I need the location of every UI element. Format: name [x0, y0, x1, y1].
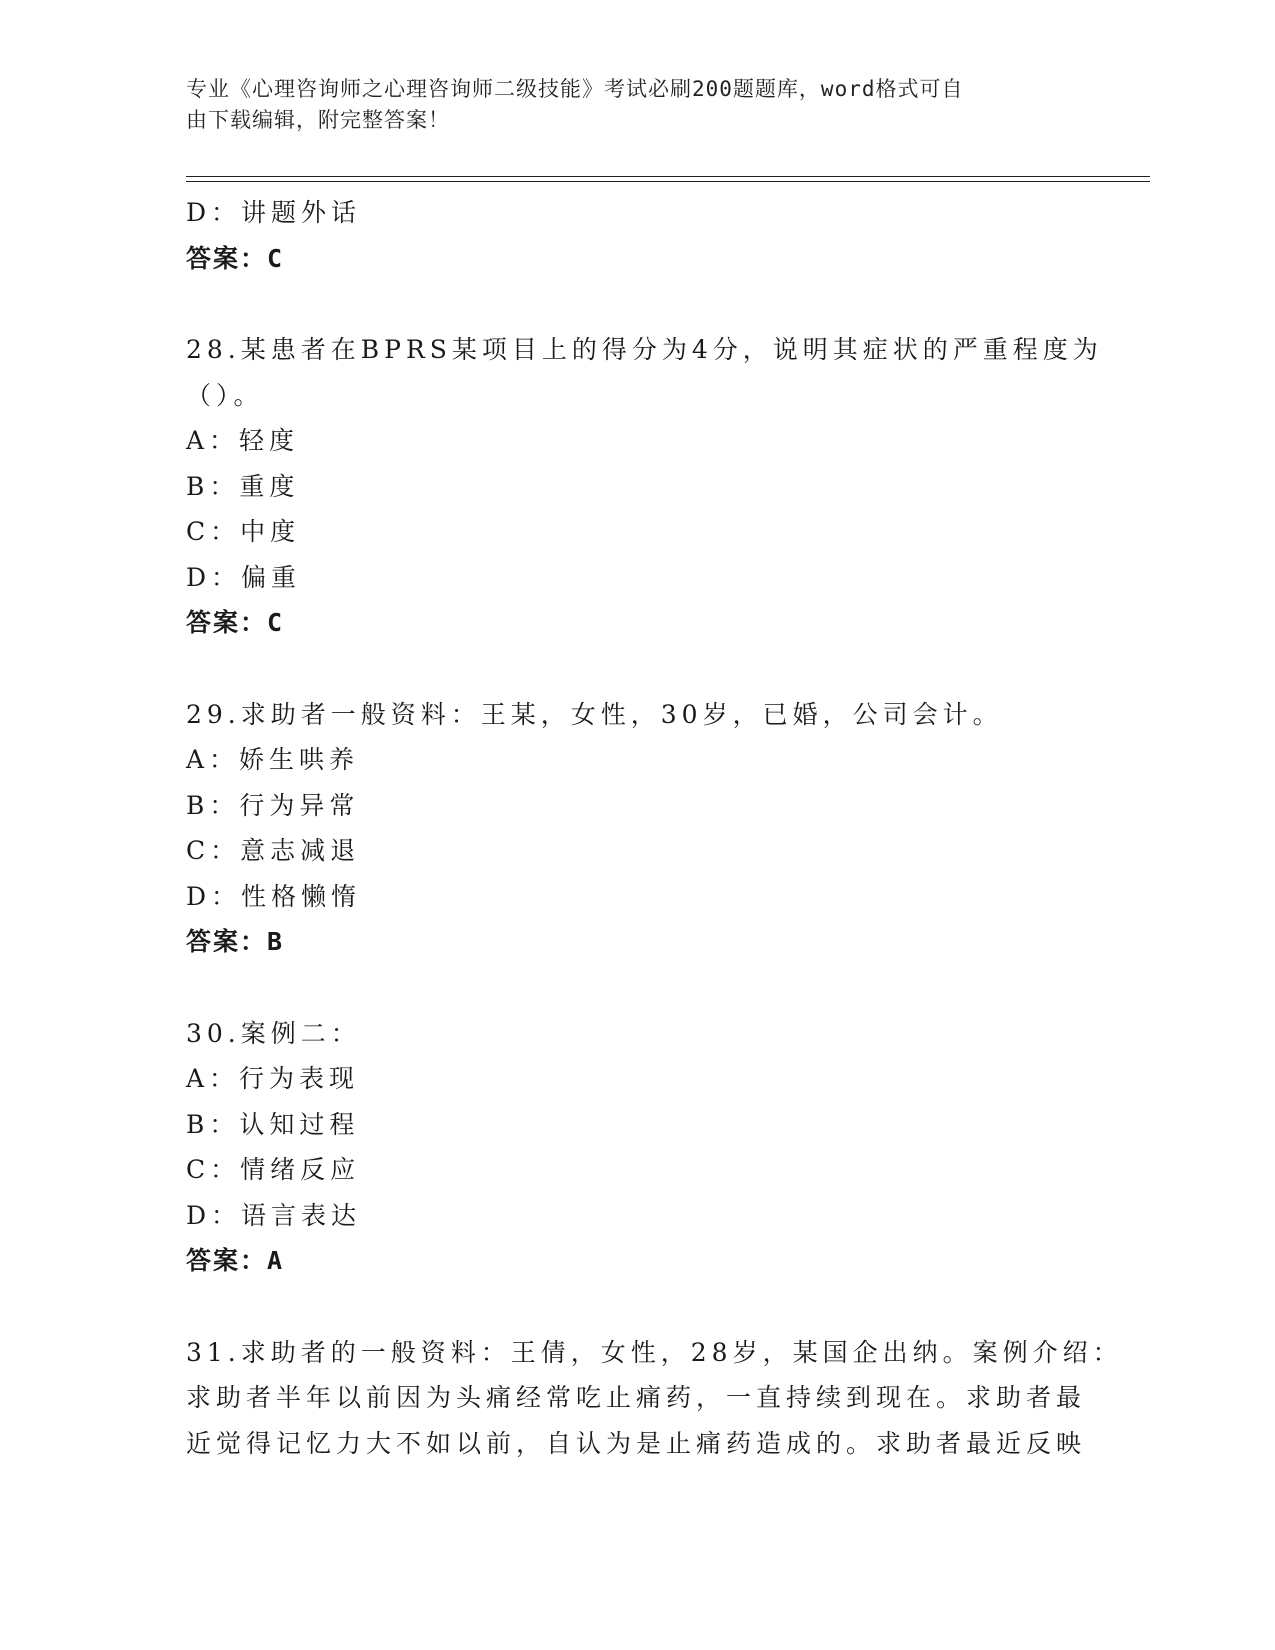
question-stem-line: 31.求助者的一般资料：王倩，女性，28岁，某国企出纳。案例介绍：	[186, 1337, 1123, 1367]
question-stem-line: 近觉得记忆力大不如以前，自认为是止痛药造成的。求助者最近反映	[186, 1428, 1087, 1458]
answer-value: C	[267, 243, 285, 273]
spacer	[186, 281, 1066, 327]
answer-value: B	[267, 927, 285, 956]
question-content	[186, 190, 1123, 1466]
question-stem-line: 30.案例二：	[186, 1018, 361, 1048]
question-stem-line: （）。	[186, 380, 264, 410]
header-rule-bottom	[186, 181, 1150, 182]
question-30	[186, 1011, 1066, 1284]
answer-value: C	[267, 608, 285, 637]
header-line-1: 专业《心理咨询师之心理咨询师二级技能》考试必刷200题题库，word格式可自	[186, 77, 964, 101]
spacer	[186, 1284, 1066, 1330]
answer-value: A	[267, 1246, 285, 1275]
option-a: A：行为表现	[186, 1064, 360, 1093]
question-29	[186, 692, 1066, 965]
option-c: C：情绪反应	[186, 1155, 361, 1184]
option-b: B：重度	[186, 471, 300, 501]
spacer	[186, 646, 1066, 692]
question-31	[186, 1330, 1123, 1467]
spacer	[186, 965, 1066, 1011]
option-d: D：语言表达	[186, 1200, 362, 1230]
continued-answer	[186, 236, 1066, 282]
option-b: B：认知过程	[186, 1109, 360, 1139]
answer-label: 答案：	[186, 608, 268, 637]
question-stem-line: 求助者半年以前因为头痛经常吃止痛药，一直持续到现在。求助者最	[186, 1383, 1087, 1412]
answer-label: 答案：	[186, 927, 268, 956]
header-rule-top	[186, 176, 1150, 177]
answer-label: 答案：	[186, 1246, 268, 1275]
option-d: D：偏重	[186, 562, 302, 592]
option-a: A：轻度	[186, 426, 300, 455]
option-a: A：娇生哄养	[186, 745, 360, 774]
option-c: C：意志减退	[186, 836, 361, 865]
answer	[186, 919, 1066, 965]
option-d: D：性格懒惰	[186, 881, 362, 911]
option-b: B：行为异常	[186, 790, 360, 820]
question-stem-line: 29.求助者一般资料：王某，女性，30岁，已婚，公司会计。	[186, 699, 1003, 729]
question-28	[186, 327, 1103, 646]
option-c: C：中度	[186, 517, 301, 546]
continued-option-d: D：讲题外话	[186, 198, 362, 227]
answer	[186, 600, 1066, 646]
question-stem-line: 28.某患者在BPRS某项目上的得分为4分，说明其症状的严重程度为	[186, 335, 1103, 364]
answer-label: 答案：	[186, 243, 268, 273]
header-line-2: 由下载编辑，附完整答案！	[186, 108, 450, 132]
answer	[186, 1238, 1066, 1284]
document-header	[186, 74, 1066, 136]
